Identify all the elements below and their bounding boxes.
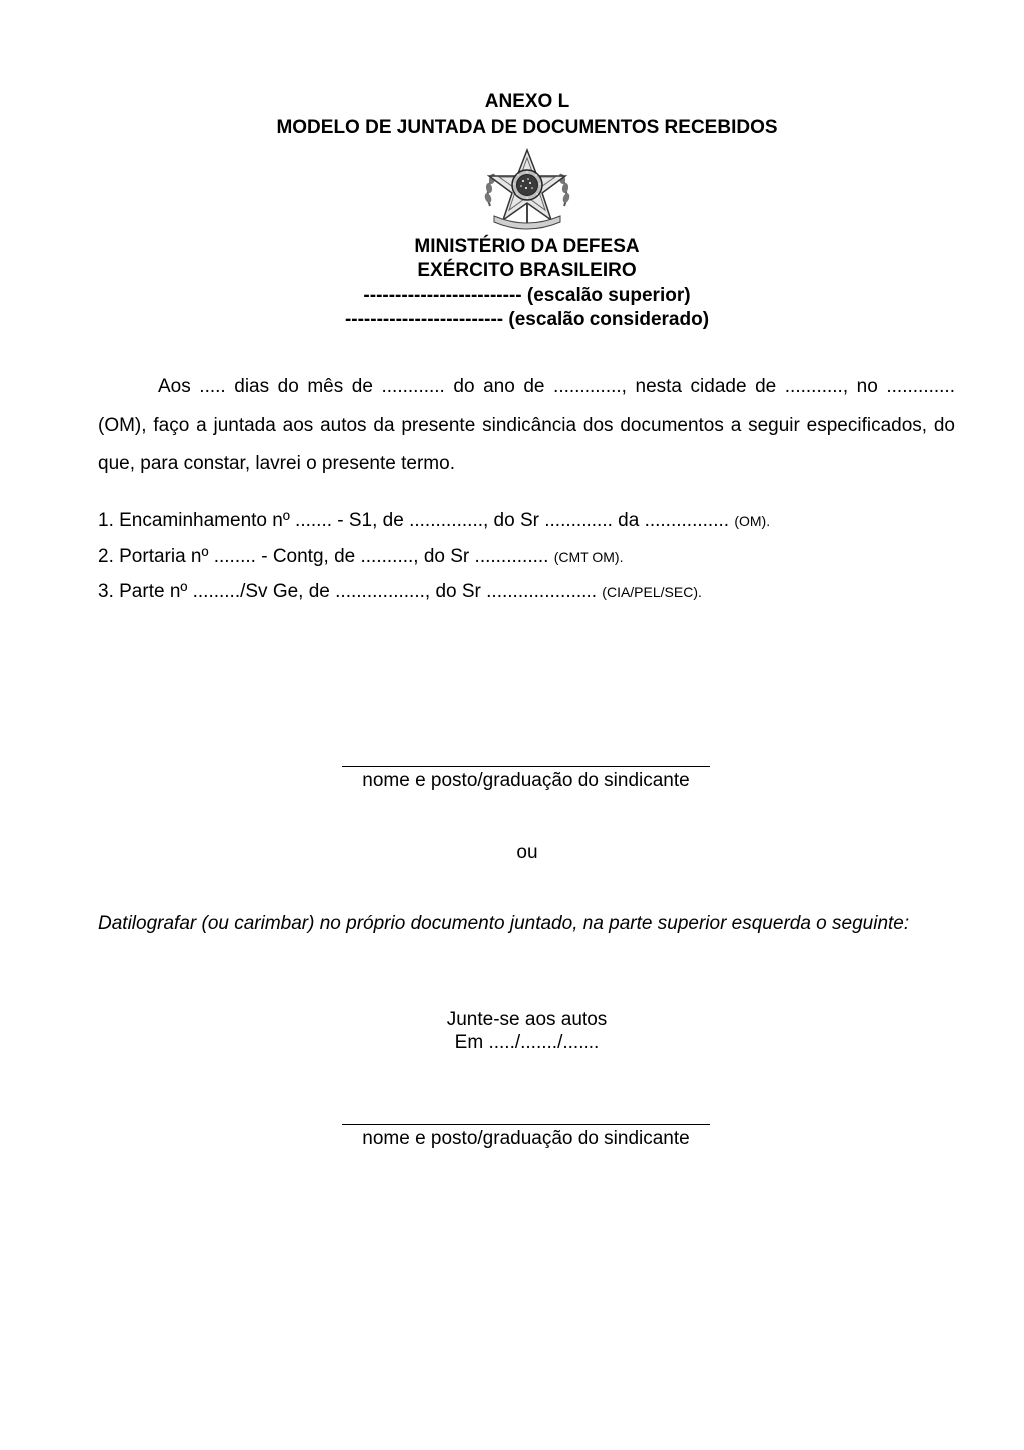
stamp-line-2: Em ...../......./....... xyxy=(454,1032,600,1053)
list-item-note: (CMT OM). xyxy=(553,549,624,565)
document-subtitle: MODELO DE JUNTADA DE DOCUMENTOS RECEBIDOS xyxy=(276,117,778,138)
superior-echelon: ------------------------- (escalão superior) xyxy=(363,285,691,306)
signature-line xyxy=(342,1124,710,1125)
annex-title: ANEXO L xyxy=(484,91,570,112)
stamp-line-1: Junte-se aos autos xyxy=(446,1009,608,1030)
instruction-text: Datilografar (ou carimbar) no próprio documento juntado, na parte superior esquerda o seguinte: xyxy=(98,913,910,934)
signature-label: nome e posto/graduação do sindicante xyxy=(362,1128,690,1149)
brazil-coat-of-arms-icon xyxy=(476,146,578,230)
ministry-name: MINISTÉRIO DA DEFESA xyxy=(414,236,640,257)
considered-echelon: ------------------------- (escalão considerado) xyxy=(344,309,710,330)
list-item xyxy=(98,580,702,604)
body-paragraph xyxy=(98,368,955,484)
army-name: EXÉRCITO BRASILEIRO xyxy=(417,260,637,281)
list-item xyxy=(98,509,770,533)
list-item-note: (OM). xyxy=(734,513,771,529)
body-paragraph-text: Aos ..... dias do mês de ............ do ano de ............., nesta cidade de ..........., no ............. (OM), faço a juntada aos autos da presente sindicância dos documentos a seguir especificados, do que, para constar, lavrei o presente termo. xyxy=(98,376,955,474)
list-item-text: 1. Encaminhamento nº ....... - S1, de .............., do Sr ............. da ................ xyxy=(98,510,730,531)
list-item-note: (CIA/PEL/SEC). xyxy=(602,584,702,600)
list-item-text: 2. Portaria nº ........ - Contg, de .........., do Sr .............. xyxy=(98,546,549,567)
signature-line xyxy=(342,766,710,767)
or-text: ou xyxy=(516,842,538,863)
list-item-text: 3. Parte nº ........./Sv Ge, de ................., do Sr ..................... xyxy=(98,581,598,602)
list-item xyxy=(98,545,623,569)
signature-label: nome e posto/graduação do sindicante xyxy=(362,770,690,791)
